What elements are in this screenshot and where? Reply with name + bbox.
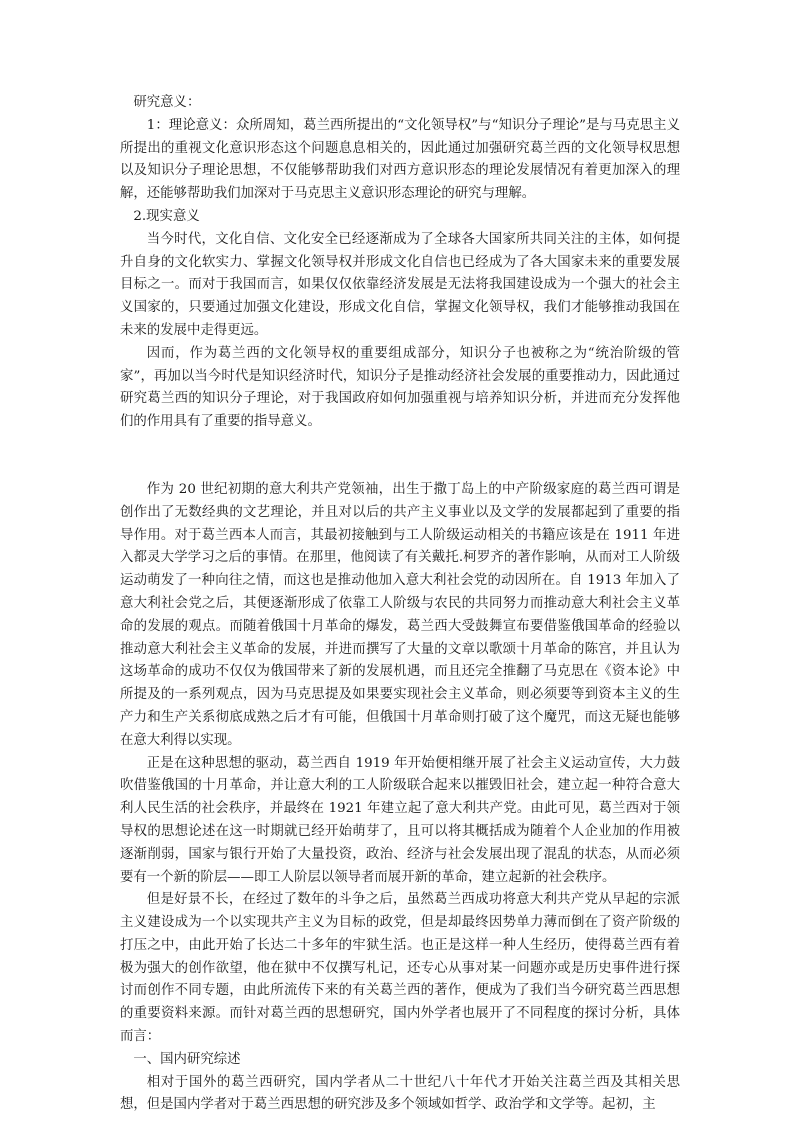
domestic-review-paragraph: 相对于国外的葛兰西研究，国内学者从二十世纪八十年代才开始关注葛兰西及其相关思想，但是国内学者对于葛兰西思想的研究涉及多个领域如哲学、政治学和文学等。起初，主	[120, 1074, 680, 1113]
practical-significance-paragraph-2: 因而，作为葛兰西的文化领导权的重要组成部分，知识分子也被称之为“统治阶级的管家”，再加以当今时代是知识经济时代，知识分子是推动经济社会发展的重要推动力，因此通过研究葛兰西的知识分子理论，对于我国政府如何加强重视与培养知识分析，并进而充分发挥他们的作用具有了重要的指导意义。	[120, 345, 680, 430]
biography-paragraph-2: 正是在这种思想的驱动，葛兰西自 1919 年开始便相继开展了社会主义运动宣传，大力鼓吹借鉴俄国的十月革命，并让意大利的工人阶级联合起来以摧毁旧社会，建立起一种符合意大利人民生活的社会秩序，并最终在 1921 年建立起了意大利共产党。由此可见，葛兰西对于领导权的思想论述在这一时期就已经开始萌芽了，且可以将其概括成为随着个人企业加的作用被逐渐削弱，国家与银行开始了大量投资，政治、经济与社会发展出现了混乱的状态，从而必须要有一个新的阶层——即工人阶层以领导者而展开新的革命，建立起新的社会秩序。	[120, 755, 680, 885]
research-significance-heading: 研究意义：	[133, 95, 201, 110]
practical-significance-heading: 2.现实意义	[133, 208, 200, 224]
theory-significance-paragraph: 1：理论意义：众所周知，葛兰西所提出的“文化领导权”与“知识分子理论”是与马克思主义所提出的重视文化意识形态这个问题息息相关的，因此通过加强研究葛兰西的文化领导权思想以及知识分子理论思想，不仅能够帮助我们对西方意识形态的理论发展情况有着更加深入的理解，还能够帮助我们加深对于马克思主义意识形态理论的研究与理解。	[120, 117, 680, 202]
section-spacer	[120, 434, 680, 479]
biography-paragraph-3: 但是好景不长，在经过了数年的斗争之后，虽然葛兰西成功将意大利共产党从早起的宗派主义建设成为一个以实现共产主义为目标的政党，但是却最终因势单力薄而倒在了资产阶级的打压之中，由此开始了长达二十多年的牢狱生活。也正是这样一种人生经历，使得葛兰西有着极为强大的创作欲望，他在狱中不仅撰写札记，还专心从事对某一问题亦或是历史事件进行探讨而创作不同专题，由此所流传下来的有关葛兰西的著作，便成为了我们当今研究葛兰西思想的重要资料来源。而针对葛兰西的思想研究，国内外学者也展开了不同程度的探讨分析，具体而言：	[120, 892, 680, 1045]
biography-paragraph-1: 作为 20 世纪初期的意大利共产党领袖，出生于撒丁岛上的中产阶级家庭的葛兰西可谓是创作出了无数经典的文艺理论，并且对以后的共产主义事业以及文学的发展都起到了重要的指导作用。对于葛兰西本人而言，其最初接触到与工人阶级运动相关的书籍应该是在 1911 年进入都灵大学学习之后的事情。在那里，他阅读了有关戴托.柯罗齐的著作影响，从而对工人阶级运动萌发了一种向往之情，而这也是推动他加入意大利社会党的动因所在。自 1913 年加入了意大利社会党之后，其便逐渐形成了依靠工人阶级与农民的共同努力而推动意大利社会主义革命的发展的观点。而随着俄国十月革命的爆发，葛兰西大受鼓舞宣布要借鉴俄国革命的经验以推动意大利社会主义革命的发展，并进而撰写了大量的文章以歌颂十月革命的陈宫，并且认为这场革命的成功不仅仅为俄国带来了新的发展机遇，而且还完全推翻了马克思在《资本论》中所提及的一系列观点，因为马克思提及如果要实现社会主义革命，则必须要等到资本主义的生产力和生产关系彻底成熟之后才有可能，但俄国十月革命则打破了这个魔咒，而这无疑也能够在意大利得以实现。	[120, 481, 680, 748]
document-body	[120, 92, 680, 1117]
domestic-review-heading: 一、国内研究综述	[133, 1051, 241, 1067]
practical-significance-paragraph-1: 当今时代，文化自信、文化安全已经逐渐成为了全球各大国家所共同关注的主体，如何提升自身的文化软实力、掌握文化领导权并形成文化自信也已经成为了各大国家未来的重要发展目标之一。而对于我国而言，如果仅仅依靠经济发展是无法将我国建设成为一个强大的社会主义国家的，只要通过加强文化建设，形成文化自信，掌握文化领导权，我们才能够推动我国在未来的发展中走得更远。	[120, 231, 680, 338]
